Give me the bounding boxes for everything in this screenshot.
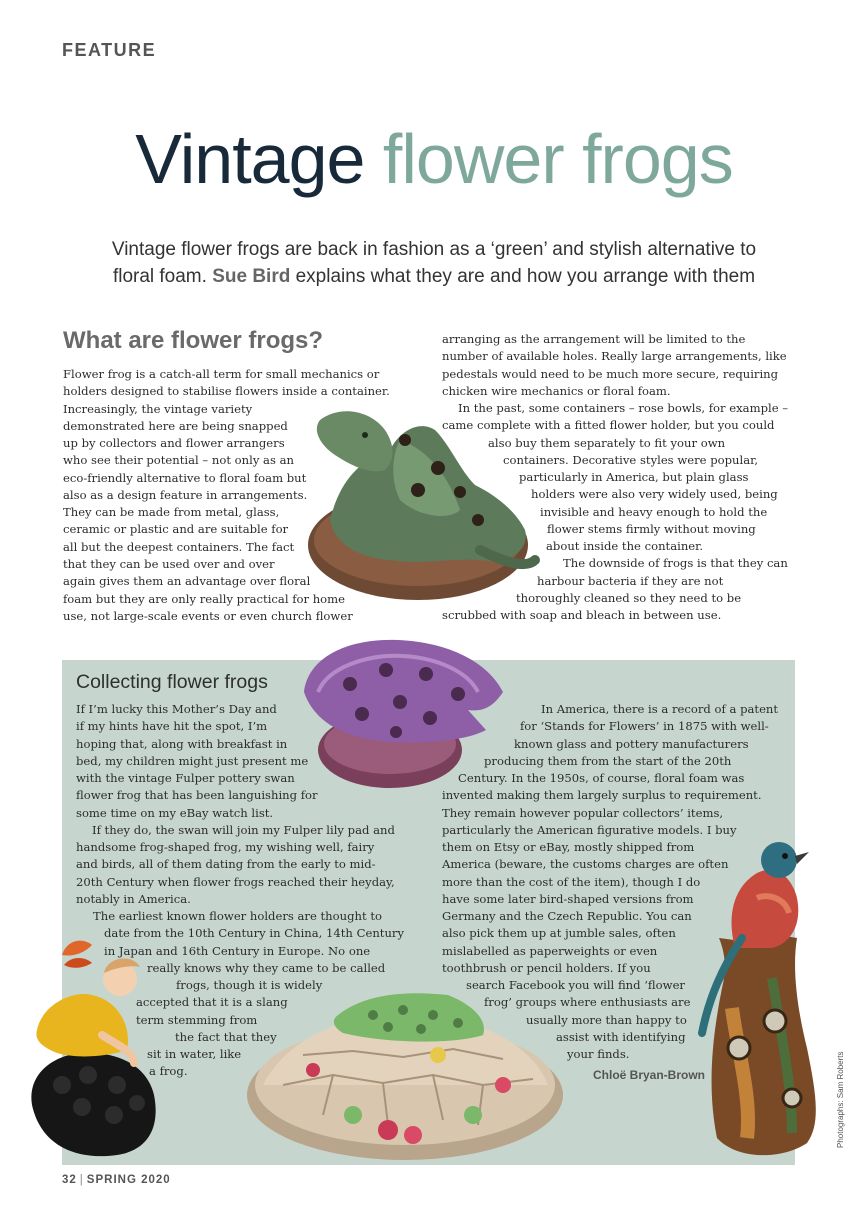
text-line: America (beware, the customs charges are often [442,857,729,872]
article-heading: What are flower frogs? [63,327,324,354]
text-line: The downside of frogs is that they can [563,556,788,571]
text-line: came complete with a fitted flower holder, but you could [442,418,775,433]
text-line: term stemming from [136,1012,258,1027]
text-line: search Facebook you will find ‘flower [466,978,685,992]
text-line: who see their potential – not only as an [63,453,294,468]
text-line: mislabelled as paperweights or even [442,943,658,958]
text-line: again gives them an advantage over floral [63,574,311,589]
text-line: toothbrush or pencil holders. If you [442,960,651,975]
frog-figurine-image [300,400,545,605]
text-line: a frog. [149,1064,188,1079]
text-line: flower frog that has been languishing for [76,788,318,803]
text-line: producing them from the start of the 20th [484,753,732,768]
text-line: frogs, though it is widely [176,978,323,992]
standfirst-line-1: Vintage flower frogs are back in fashion as a ‘green’ and stylish alternative to [111,239,757,260]
text-line: harbour bacteria if they are not [537,573,724,588]
girl-figurine-frog-image [22,935,162,1160]
author-name: Sue Bird [212,266,291,287]
text-line: Century. In the 1950s, of course, floral foam was [458,771,745,785]
text-line: foam but they are only really practical for home [63,591,346,606]
text-line: them on Etsy or eBay, mostly shipped from [442,840,695,854]
text-line: more than the cost of the item), though I do [442,874,701,889]
box-byline: Chloë Bryan-Brown [593,1068,706,1082]
text-line: Increasingly, the vintage variety [63,401,253,416]
text-line: They remain however popular collectors’ items, [442,805,724,820]
text-line: scrubbed with soap and bleach in between use. [442,608,722,622]
text-line: particularly the American figurative models. I buy [442,822,737,837]
text-line: invisible and heavy enough to hold the [540,504,768,519]
text-line: arranging as the arrangement will be limited to the [442,332,746,346]
text-line: The earliest known flower holders are thought to [93,909,382,923]
text-line: notably in America. [76,891,191,906]
text-line: if my hints have hit the spot, I’m [76,719,268,734]
text-line: all but the deepest containers. The fact [63,539,295,554]
text-line: the fact that they [175,1029,277,1044]
title-part-2: flower frogs [382,120,733,198]
text-line: In America, there is a record of a patent [541,702,779,716]
text-line: thoroughly cleaned so they need to be [516,590,742,605]
text-line: invented making them largely surplus to requirement. [442,788,762,803]
box-heading: Collecting flower frogs [76,671,268,693]
text-line: have some later bird-shaped versions from [442,891,694,906]
text-line: demonstrated here are being snapped [63,418,288,433]
text-line: frog’ groups where enthusiasts are [484,995,691,1010]
text-line: also buy them separately to fit your own [488,435,726,450]
text-line: date from the 10th Century in China, 14th Century [104,926,405,941]
text-line: containers. Decorative styles were popular, [503,452,759,467]
text-line: that they can be used over and over [63,556,275,571]
bird-stump-frog-image [697,838,827,1163]
text-line: If they do, the swan will join my Fulper lily pad and [92,822,395,837]
page-number: 32 [62,1174,77,1186]
text-line: really knows why they came to be called [147,960,386,975]
text-line: known glass and pottery manufacturers [514,736,749,751]
standfirst-line-2: floral foam. Sue Bird explains what they are and how you arrange with them [112,266,756,287]
text-line: with the vintage Fulper pottery swan [76,771,295,785]
text-line: in Japan and 16th Century in Europe. No one [104,943,371,958]
text-line: accepted that it is a slang [136,995,288,1010]
text-line: sit in water, like [147,1047,242,1061]
standfirst [40,236,828,290]
text-line: If I’m lucky this Mother’s Day and [76,702,277,716]
text-line: ceramic or plastic and are suitable for [63,522,289,537]
text-line: Germany and the Czech Republic. You can [442,909,692,923]
text-line: also as a design feature in arrangements. [63,487,308,502]
text-line: eco-friendly alternative to floral foam but [63,470,307,485]
lily-pad-frog-image [298,632,510,794]
text-line: and birds, all of them dating from the early to mid- [76,857,376,872]
text-line: In the past, some containers – rose bowls, for example – [458,401,789,415]
text-line: assist with identifying [556,1029,686,1044]
text-line: handsome frog-shaped frog, my wishing well, fairy [76,840,375,854]
section-label: FEATURE [62,40,157,60]
text-line: up by collectors and flower arrangers [63,436,285,451]
text-line: They can be made from metal, glass, [63,505,280,520]
page-title [0,118,868,200]
text-line: for ‘Stands for Flowers’ in 1875 with well- [520,719,769,734]
dome-flower-frog-image [243,975,568,1165]
text-line: about inside the container. [546,539,704,553]
text-line: your finds. [567,1047,630,1061]
text-line: holders designed to stabilise flowers inside a container. [63,384,390,399]
text-line: 20th Century when flower frogs reached their heyday, [76,874,395,889]
text-line: usually more than happy to [526,1012,687,1027]
text-line: chicken wire mechanics or floral foam. [442,383,671,398]
text-line: bed, my children might just present me [76,753,309,768]
text-line: also pick them up at jumble sales, often [442,926,676,941]
issue-label: SPRING 2020 [86,1174,171,1186]
text-line: use, not large-scale events or even church flower [63,608,353,623]
page-footer: 32 | SPRING 2020 [62,1174,171,1186]
text-line: Flower frog is a catch-all term for small mechanics or [63,367,380,381]
text-line: particularly in America, but plain glass [519,470,749,484]
text-line: number of available holes. Really large arrangements, like [442,349,787,364]
text-line: hoping that, along with breakfast in [76,736,288,751]
title-part-1: Vintage [135,120,365,198]
text-line: pedestals would need to be much more secure, requiring [442,366,779,381]
text-line: holders were also very widely used, being [531,487,778,502]
text-line: some time on my eBay watch list. [76,805,274,820]
text-line: flower stems firmly without moving [547,521,756,536]
photo-credit: Photographs: Sam Roberts [836,1051,845,1148]
